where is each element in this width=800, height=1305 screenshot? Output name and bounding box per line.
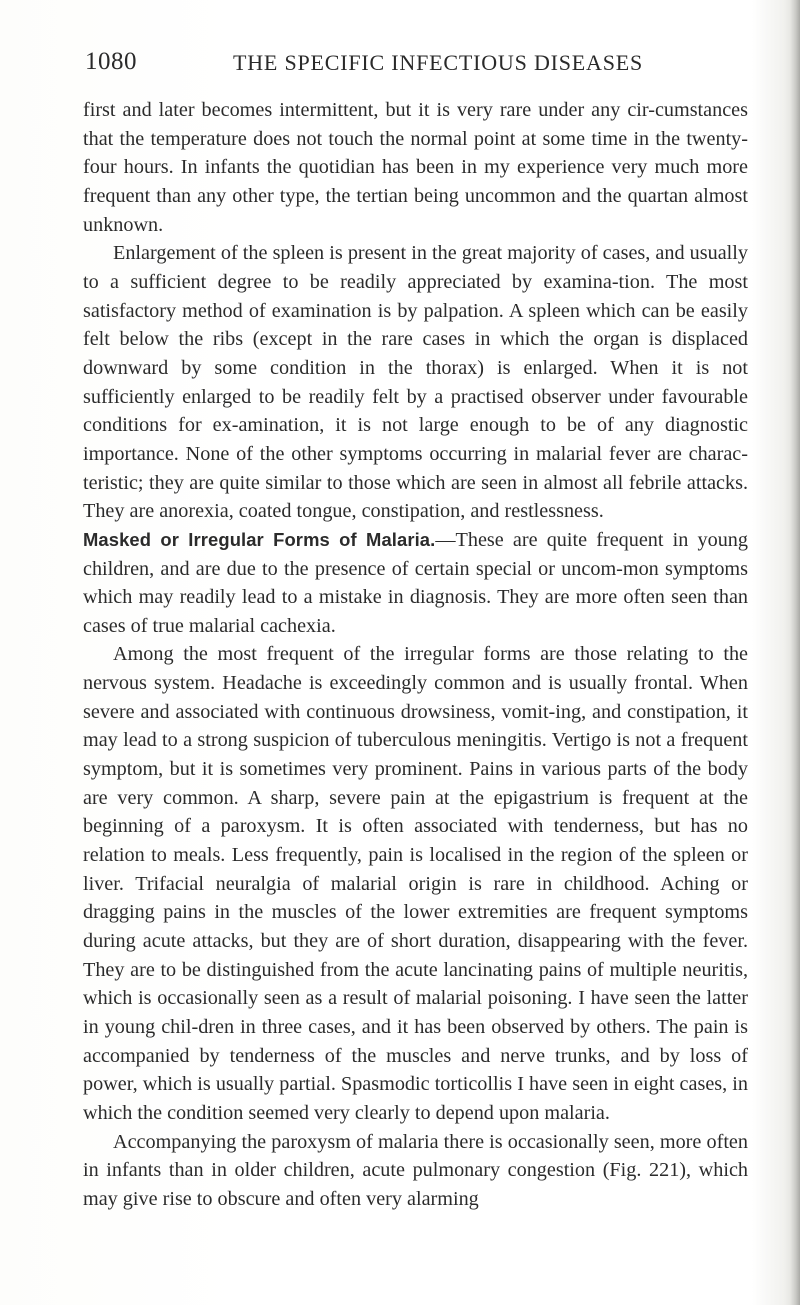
paragraph-3-text: —These are quite frequent in young children, and are due to the presence of certain special or uncom-mon symptoms which may readily lead to a mistake in diagnosis. They are more often seen than cases of true malarial cachexia. xyxy=(83,528,748,637)
section-heading: Masked or Irregular Forms of Malaria. xyxy=(83,528,436,550)
paragraph-1: first and later becomes intermittent, but it is very rare under any cir-cumstances that the temperature does not touch the normal point at some time in the twenty-four hours. In infants the quotidian has been in my experience very much more frequent than any other type, the tertian being uncommon and the quartan almost unknown. xyxy=(83,99,748,236)
paragraph-3 xyxy=(83,526,748,641)
page-header xyxy=(85,48,745,88)
paragraph-4: Among the most frequent of the irregular forms are those relating to the nervous system. Headache is exceedingly common and is usually frontal. When severe and associated with continuous drowsiness, vomit-ing, and constipation, it may lead to a strong suspicion of tuberculous meningitis. Vertigo is not a frequent symptom, but it is sometimes very prominent. Pains in various parts of the body are very common. A sharp, severe pain at the epigastrium is frequent at the beginning of a paroxysm. It is often associated with tenderness, but has no relation to meals. Less frequently, pain is localised in the region of the spleen or liver. Trifacial neuralgia of malarial origin is rare in childhood. Aching or dragging pains in the muscles of the lower extremities are frequent symptoms during acute attacks, but they are of short duration, disappearing with the fever. They are to be distinguished from the acute lancinating pains of multiple neuritis, which is occasionally seen as a result of malarial poisoning. I have seen the latter in young chil-dren in three cases, and it has been observed by others. The pain is accompanied by tenderness of the muscles and nerve trunks, and by loss of power, which is usually partial. Spasmodic torticollis I have seen in eight cases, in which the condition seemed very clearly to depend upon malaria. xyxy=(83,643,748,1124)
page-edge-shadow xyxy=(790,0,800,1305)
body-text xyxy=(83,96,748,1214)
paragraph-2: Enlargement of the spleen is present in the great majority of cases, and usually to a sufficient degree to be readily appreciated by examina-tion. The most satisfactory method of examination is by palpation. A spleen which can be easily felt below the ribs (except in the rare cases in which the organ is displaced downward by some condition in the thorax) is enlarged. When it is not sufficiently enlarged to be readily felt by a practised observer under favourable conditions for ex-amination, it is not large enough to be of any diagnostic importance. None of the other symptoms occurring in malarial fever are charac-teristic; they are quite similar to those which are seen in almost all febrile attacks. They are anorexia, coated tongue, constipation, and restlessness. xyxy=(83,242,748,523)
running-title: THE SPECIFIC INFECTIOUS DISEASES xyxy=(233,50,644,75)
page-number: 1080 xyxy=(85,48,137,75)
paragraph-5: Accompanying the paroxysm of malaria there is occasionally seen, more often in infants than in older children, acute pulmonary congestion (Fig. 221), which may give rise to obscure and often very alarming xyxy=(83,1130,748,1210)
